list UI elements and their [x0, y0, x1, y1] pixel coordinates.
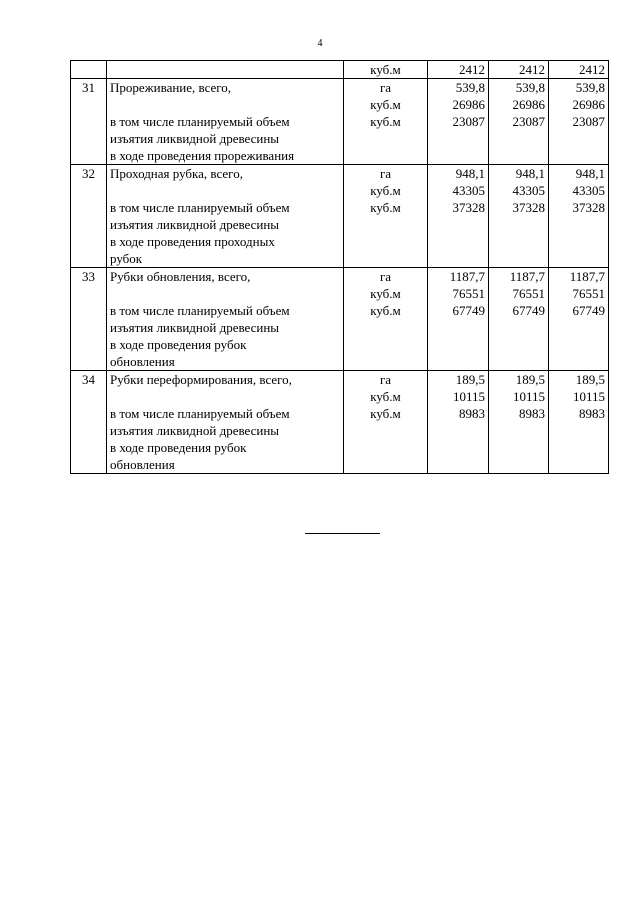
row-name-line: Прореживание, всего,: [110, 80, 232, 95]
row-name-line: обновления: [110, 354, 175, 369]
value-line: 8983: [459, 406, 485, 421]
value-line: 948,1: [515, 166, 545, 181]
value-line: 43305: [512, 183, 545, 198]
value-line: 539,8: [455, 80, 485, 95]
value-line: 26986: [452, 97, 485, 112]
unit-line: куб.м: [370, 406, 401, 421]
unit-cell: [344, 268, 428, 371]
table-row: [71, 79, 609, 165]
value-line: 1187,7: [569, 269, 605, 284]
value-cell: 2412: [489, 61, 549, 79]
value-line: 76551: [452, 286, 485, 301]
row-name-line: [110, 285, 340, 302]
page-number: 4: [317, 38, 323, 49]
unit-cell: [344, 79, 428, 165]
unit-line: куб.м: [370, 183, 401, 198]
value-line: 67749: [452, 303, 485, 318]
value-line: 1187,7: [509, 269, 545, 284]
value-line: 189,5: [455, 372, 485, 387]
unit-cell: куб.м: [344, 61, 428, 79]
unit-line: га: [379, 372, 392, 387]
value-line: 10115: [452, 389, 485, 404]
row-number-cell: 33: [71, 268, 107, 371]
row-name-line: [110, 96, 340, 113]
forestry-table: [70, 60, 609, 474]
row-name-line: в том числе планируемый объем: [110, 114, 290, 129]
unit-line: куб.м: [370, 200, 401, 215]
row-name-line: изъятия ликвидной древесины: [110, 131, 280, 146]
value-cell: [549, 371, 609, 474]
row-name-line: Проходная рубка, всего,: [110, 166, 243, 181]
value-line: 539,8: [575, 80, 605, 95]
value-line: 189,5: [575, 372, 605, 387]
row-name-line: в ходе проведения рубок: [110, 337, 247, 352]
value-line: 10115: [512, 389, 545, 404]
value-cell: 2412: [549, 61, 609, 79]
row-name-line: Рубки переформирования, всего,: [110, 372, 292, 387]
value-cell: [428, 371, 489, 474]
value-cell: [549, 79, 609, 165]
value-line: 23087: [572, 114, 605, 129]
value-cell: [489, 371, 549, 474]
value-cell: [489, 268, 549, 371]
table-row: [71, 371, 609, 474]
row-name-line: обновления: [110, 457, 175, 472]
unit-line: куб.м: [370, 303, 401, 318]
row-number-cell: 31: [71, 79, 107, 165]
value-line: 43305: [452, 183, 485, 198]
unit-line: га: [379, 269, 392, 284]
value-cell: [428, 165, 489, 268]
value-line: 189,5: [515, 372, 545, 387]
value-line: 37328: [452, 200, 485, 215]
value-line: 43305: [572, 183, 605, 198]
value-line: 76551: [512, 286, 545, 301]
unit-line: га: [379, 80, 392, 95]
value-line: 26986: [572, 97, 605, 112]
row-name-line: [110, 182, 340, 199]
value-line: 37328: [512, 200, 545, 215]
unit-line: куб.м: [370, 286, 401, 301]
row-name-line: в ходе проведения рубок: [110, 440, 247, 455]
row-name-line: рубок: [110, 251, 143, 266]
row-name-line: в том числе планируемый объем: [110, 406, 290, 421]
unit-line: га: [379, 166, 392, 181]
unit-cell: [344, 371, 428, 474]
value-line: 67749: [512, 303, 545, 318]
value-line: 8983: [579, 406, 605, 421]
row-number-cell: 34: [71, 371, 107, 474]
table-row: [71, 165, 609, 268]
row-name-line: в том числе планируемый объем: [110, 200, 290, 215]
row-number-cell: [71, 61, 107, 79]
unit-line: куб.м: [370, 97, 401, 112]
value-cell: [489, 79, 549, 165]
row-name-cell: [107, 165, 344, 268]
value-cell: 2412: [428, 61, 489, 79]
value-cell: [549, 268, 609, 371]
unit-cell: [344, 165, 428, 268]
row-name-line: изъятия ликвидной древесины: [110, 423, 280, 438]
row-name-line: изъятия ликвидной древесины: [110, 320, 280, 335]
value-line: 948,1: [455, 166, 485, 181]
value-cell: [428, 268, 489, 371]
row-name-line: [110, 388, 340, 405]
value-line: 23087: [512, 114, 545, 129]
value-line: 1187,7: [449, 269, 485, 284]
value-line: 67749: [572, 303, 605, 318]
value-line: 76551: [572, 286, 605, 301]
row-number-cell: 32: [71, 165, 107, 268]
value-line: 539,8: [515, 80, 545, 95]
unit-line: куб.м: [370, 114, 401, 129]
row-name-line: Рубки обновления, всего,: [110, 269, 251, 284]
value-line: 8983: [519, 406, 545, 421]
row-name-cell: [107, 371, 344, 474]
row-name-line: изъятия ликвидной древесины: [110, 217, 280, 232]
row-name-line: в том числе планируемый объем: [110, 303, 290, 318]
unit-line: куб.м: [370, 389, 401, 404]
value-line: 10115: [572, 389, 605, 404]
value-cell: [549, 165, 609, 268]
value-line: 26986: [512, 97, 545, 112]
value-cell: [489, 165, 549, 268]
value-line: 37328: [572, 200, 605, 215]
value-line: 23087: [452, 114, 485, 129]
value-cell: [428, 79, 489, 165]
row-name-line: в ходе проведения проходных: [110, 234, 275, 249]
footer-divider: [305, 533, 380, 534]
value-line: 948,1: [575, 166, 605, 181]
row-name-cell: [107, 268, 344, 371]
table-row: [71, 268, 609, 371]
row-name-cell: [107, 61, 344, 79]
row-name-cell: [107, 79, 344, 165]
row-name-line: в ходе проведения прореживания: [110, 148, 295, 163]
table-head-row: [71, 61, 609, 79]
